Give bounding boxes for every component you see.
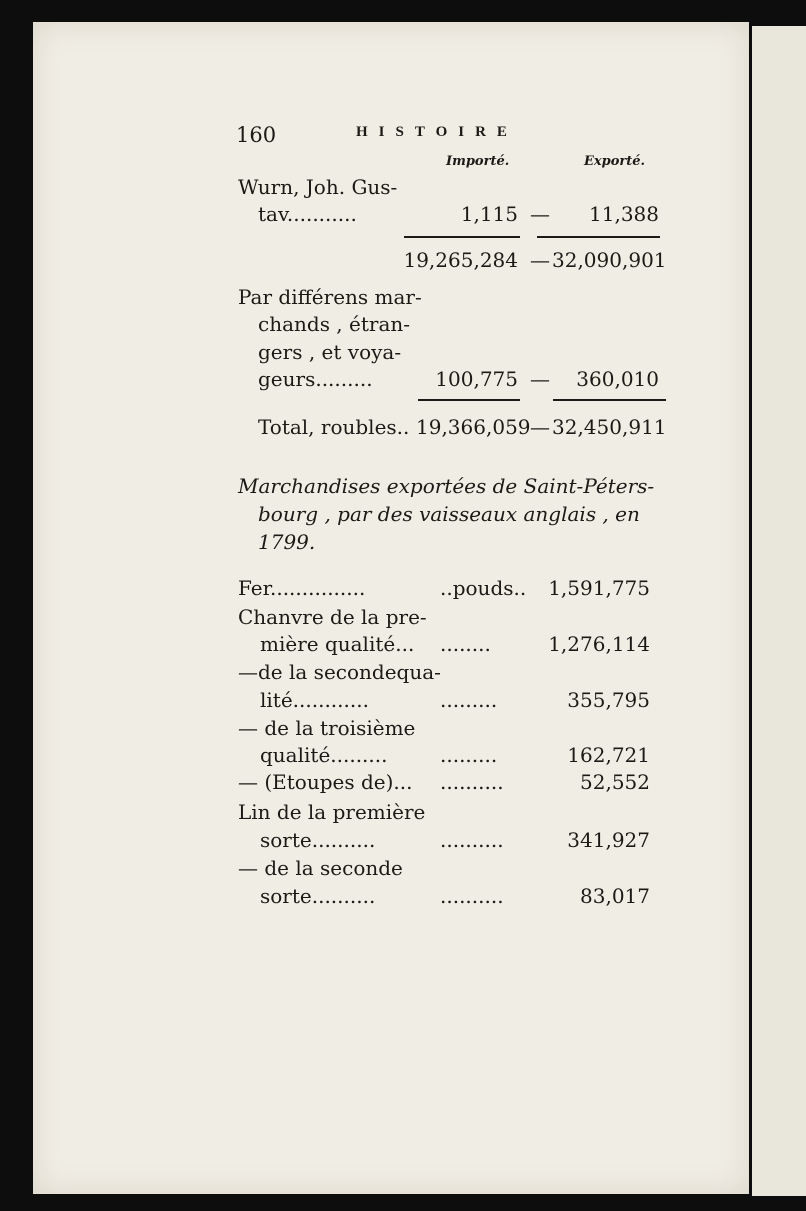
subtotal-rule-exported: [537, 236, 660, 238]
chanvre1-line2: mière qualité...: [260, 632, 415, 656]
entry-wurn-line1: Wurn, Joh. Gus-: [238, 175, 398, 199]
chanvre2-line1: —de la secondequa-: [238, 660, 441, 684]
entry-merchants-line4: geurs.........: [258, 367, 373, 391]
merchants-exported: 360,010: [576, 367, 659, 391]
column-header-exported: Exporté.: [584, 154, 646, 169]
lin2-dots: ..........: [440, 884, 504, 908]
total-label: Total, roubles..: [258, 415, 410, 439]
subtotal-exported: 32,090,901: [552, 248, 667, 272]
subtotal-imported: 19,265,284: [403, 248, 518, 272]
lin1-dots: ..........: [440, 828, 504, 852]
section-title-line1: Marchandises exportées de Saint-Péters-: [238, 474, 655, 498]
chanvre1-line1: Chanvre de la pre-: [238, 605, 427, 629]
chanvre2-value: 355,795: [567, 688, 650, 712]
wurn-imported: 1,115: [460, 202, 518, 226]
chanvre2-line2: lité............: [260, 688, 369, 712]
lin1-line2: sorte..........: [260, 828, 376, 852]
total-imported: 19,366,059: [416, 415, 531, 439]
total-rule-exported: [553, 399, 666, 401]
chanvre3-value: 162,721: [567, 743, 650, 767]
page-number: 160: [236, 123, 277, 147]
total-dash: —: [530, 415, 550, 439]
chanvre1-dots: ........: [440, 632, 491, 656]
subtotal-dash: —: [530, 248, 550, 272]
merchants-imported: 100,775: [435, 367, 518, 391]
section-title-line2: bourg , par des vaisseaux anglais , en: [258, 502, 640, 526]
total-rule-imported: [418, 399, 520, 401]
etoupes-label: — (Etoupes de)...: [238, 770, 413, 794]
column-header-imported: Importé.: [446, 154, 510, 169]
entry-merchants-line2: chands , étran-: [258, 312, 411, 336]
entry-wurn-line2: tav...........: [258, 202, 357, 226]
chanvre3-line1: — de la troisième: [238, 716, 416, 740]
etoupes-value: 52,552: [580, 770, 650, 794]
fer-label: Fer...............: [238, 576, 366, 600]
lin2-line1: — de la seconde: [238, 856, 403, 880]
running-title: HISTOIRE: [356, 124, 518, 140]
fer-unit: ..pouds..: [440, 576, 527, 600]
etoupes-dots: ..........: [440, 770, 504, 794]
next-page-edge: [752, 26, 806, 1196]
chanvre1-value: 1,276,114: [548, 632, 650, 656]
section-title-line3: 1799.: [258, 530, 316, 554]
chanvre3-dots: .........: [440, 743, 498, 767]
chanvre2-dots: .........: [440, 688, 498, 712]
fer-value: 1,591,775: [548, 576, 650, 600]
total-exported: 32,450,911: [552, 415, 667, 439]
lin2-line2: sorte..........: [260, 884, 376, 908]
wurn-dash: —: [530, 202, 550, 226]
lin2-value: 83,017: [580, 884, 650, 908]
merchants-dash: —: [530, 367, 550, 391]
subtotal-rule-imported: [404, 236, 520, 238]
entry-merchants-line3: gers , et voya-: [258, 340, 402, 364]
lin1-line1: Lin de la première: [238, 800, 426, 824]
wurn-exported: 11,388: [589, 202, 659, 226]
lin1-value: 341,927: [567, 828, 650, 852]
entry-merchants-line1: Par différens mar-: [238, 285, 422, 309]
chanvre3-line2: qualité.........: [260, 743, 388, 767]
